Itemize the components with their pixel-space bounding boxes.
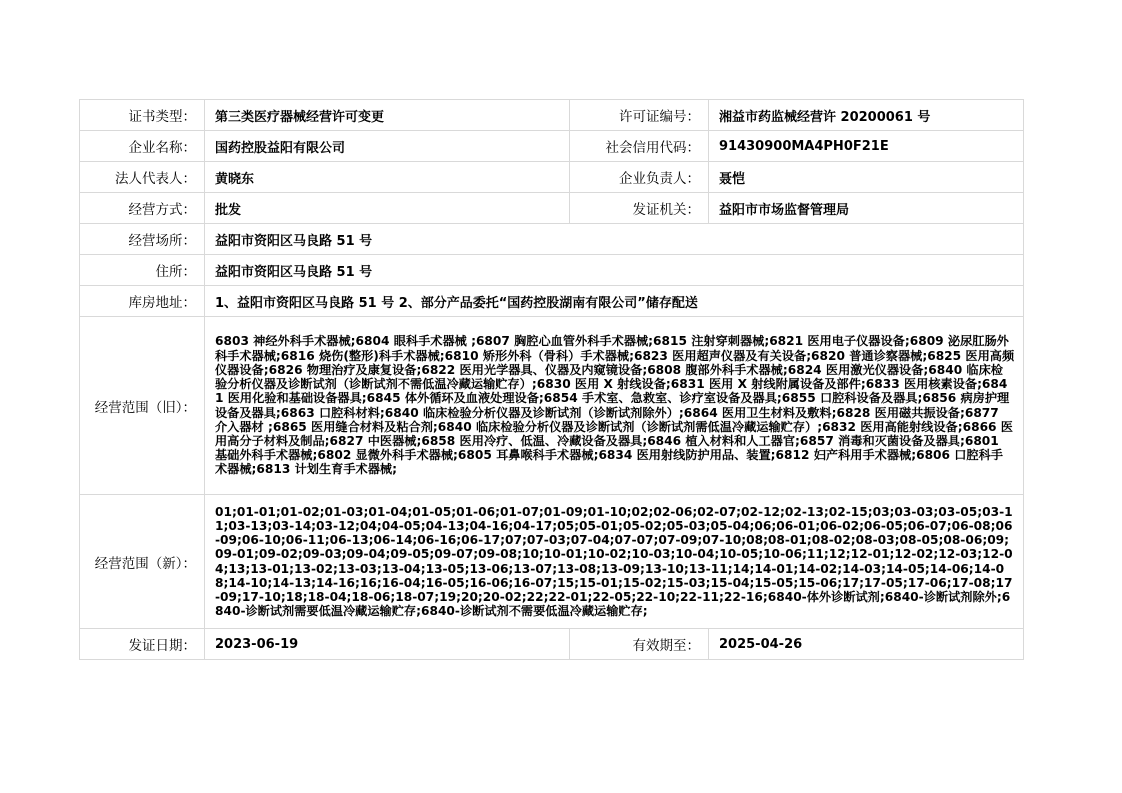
issue-date-label: 发证日期： xyxy=(80,629,205,660)
business-premises-label: 经营场所： xyxy=(80,224,205,255)
residence-label: 住所： xyxy=(80,255,205,286)
row-persons xyxy=(80,162,1024,193)
scope-old-value: 6803 神经外科手术器械;6804 眼科手术器械 ;6807 胸腔心血管外科手术器械;6815 注射穿刺器械;6821 医用电子仪器设备;6809 泌尿肛肠外科手术器械;6816 烧伤(整形)科手术器械;6810 矫形外科（骨科）手术器械;6823 医用超声仪器及有关设备;6820 普通诊察器械;6825 医用高频仪器设备;6826 物理治疗及康复设备;6822 医用光学器具、仪器及内窥镜设备;6808 腹部外科手术器械;6824 医用激光仪器设备;6840 临床检验分析仪器及诊断试剂（诊断试剂不需低温冷藏运输贮存）;6830 医用 X 射线设备;6831 医用 X 射线附属设备及部件;6833 医用核素设备;6841 医用化验和基础设备器具;6845 体外循环及血液处理设备;6854 手术室、急救室、诊疗室设备及器具;6855 口腔科设备及器具;6856 病房护理设备及器具;6863 口腔科材料;6840 临床检验分析仪器及诊断试剂（诊断试剂除外）;6864 医用卫生材料及敷料;6828 医用磁共振设备;6877 介入器材 ;6865 医用缝合材料及粘合剂;6840 临床检验分析仪器及诊断试剂（诊断试剂需低温冷藏运输贮存）;6832 医用高能射线设备;6866 医用高分子材料及制品;6827 中医器械;6858 医用冷疗、低温、冷藏设备及器具;6846 植入材料和人工器官;6857 消毒和灭菌设备及器具;6801 基础外科手术器械;6802 显微外科手术器械;6805 耳鼻喉科手术器械;6834 医用射线防护用品、装置;6812 妇产科用手术器械;6806 口腔科手术器械;6813 计划生育手术器械; xyxy=(205,317,1024,495)
row-scope-new xyxy=(80,495,1024,629)
row-dates xyxy=(80,629,1024,660)
company-name-value: 国药控股益阳有限公司 xyxy=(205,131,570,162)
company-name-label: 企业名称： xyxy=(80,131,205,162)
valid-until-label: 有效期至： xyxy=(570,629,709,660)
row-cert-type xyxy=(80,100,1024,131)
issuing-authority-label: 发证机关： xyxy=(570,193,709,224)
business-premises-value: 益阳市资阳区马良路 51 号 xyxy=(205,224,1024,255)
business-mode-label: 经营方式： xyxy=(80,193,205,224)
scope-new-label: 经营范围（新）： xyxy=(80,495,205,629)
license-no-label: 许可证编号： xyxy=(570,100,709,131)
row-mode-authority xyxy=(80,193,1024,224)
issuing-authority-value: 益阳市市场监督管理局 xyxy=(709,193,1024,224)
scope-new-value: 01;01-01;01-02;01-03;01-04;01-05;01-06;01-07;01-09;01-10;02;02-06;02-07;02-12;02-13;02-15;03;03-03;03-05;03-11;03-13;03-14;03-12;04;04-05;04-13;04-16;04-17;05;05-01;05-02;05-03;05-04;06;06-01;06-02;06-05;06-07;06-08;06-09;06-10;06-11;06-13;06-14;06-16;06-17;07;07-03;07-04;07-07;07-09;07-10;08;08-01;08-02;08-03;08-05;08-06;09;09-01;09-02;09-03;09-04;09-05;09-07;09-08;10;10-01;10-02;10-03;10-04;10-05;10-06;11;12;12-01;12-02;12-03;12-04;13;13-01;13-02;13-03;13-04;13-05;13-06;13-07;13-08;13-09;13-10;13-11;14;14-01;14-02;14-03;14-05;14-06;14-08;14-10;14-13;14-16;16;16-04;16-05;16-06;16-07;15;15-01;15-02;15-03;15-04;15-05;15-06;17;17-05;17-06;17-08;17-09;17-10;18;18-04;18-06;18-07;19;20;20-02;22;22-01;22-05;22-10;22-11;22-16;6840-体外诊断试剂;6840-诊断试剂除外;6840-诊断试剂需要低温冷藏运输贮存;6840-诊断试剂不需要低温冷藏运输贮存; xyxy=(205,495,1024,629)
cert-type-value: 第三类医疗器械经营许可变更 xyxy=(205,100,570,131)
person-in-charge-label: 企业负责人： xyxy=(570,162,709,193)
legal-rep-label: 法人代表人： xyxy=(80,162,205,193)
row-residence xyxy=(80,255,1024,286)
row-warehouse xyxy=(80,286,1024,317)
valid-until-value: 2025-04-26 xyxy=(709,629,1024,660)
license-no-value: 湘益市药监械经营许 20200061 号 xyxy=(709,100,1024,131)
scope-old-label: 经营范围（旧）： xyxy=(80,317,205,495)
credit-code-label: 社会信用代码： xyxy=(570,131,709,162)
legal-rep-value: 黄晓东 xyxy=(205,162,570,193)
row-company xyxy=(80,131,1024,162)
business-mode-value: 批发 xyxy=(205,193,570,224)
cert-type-label: 证书类型： xyxy=(80,100,205,131)
row-scope-old xyxy=(80,317,1024,495)
credit-code-value: 91430900MA4PH0F21E xyxy=(709,131,1024,162)
issue-date-value: 2023-06-19 xyxy=(205,629,570,660)
license-table xyxy=(79,99,1024,660)
residence-value: 益阳市资阳区马良路 51 号 xyxy=(205,255,1024,286)
warehouse-address-value: 1、益阳市资阳区马良路 51 号 2、部分产品委托“国药控股湖南有限公司”储存配送 xyxy=(205,286,1024,317)
row-premises xyxy=(80,224,1024,255)
person-in-charge-value: 聂恺 xyxy=(709,162,1024,193)
warehouse-address-label: 库房地址： xyxy=(80,286,205,317)
